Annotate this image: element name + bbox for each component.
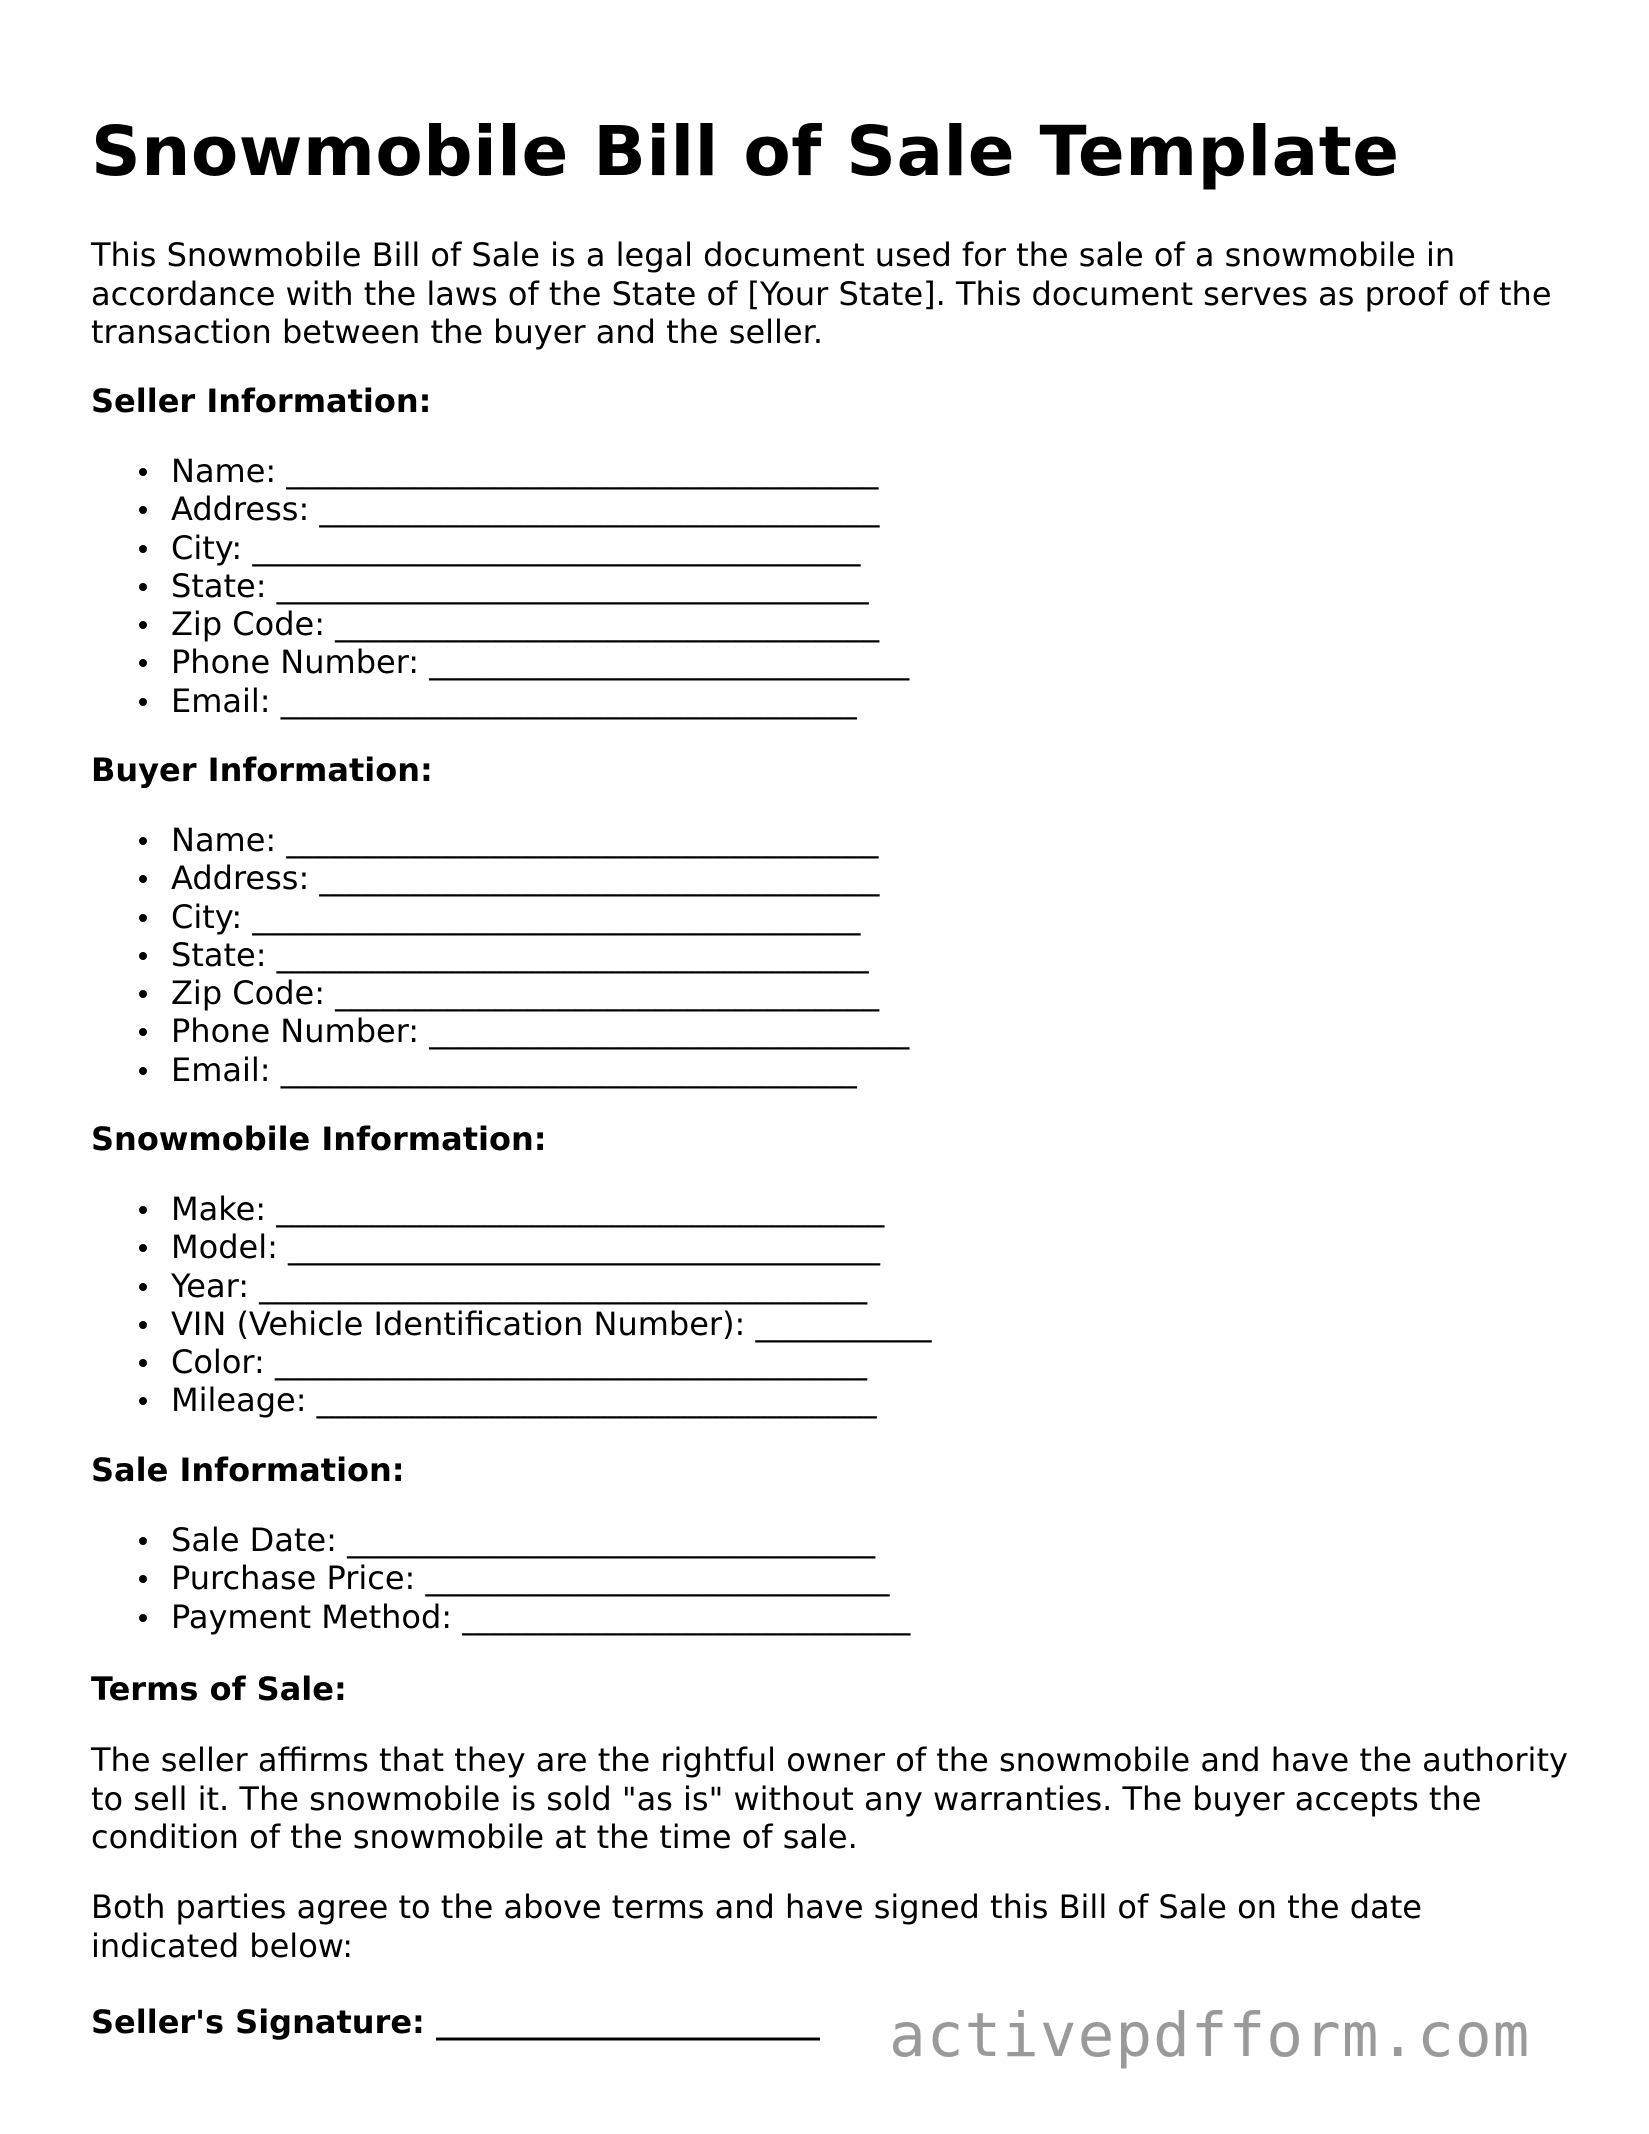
snowmobile-mileage-field[interactable]: Mileage: ___________________________________ bbox=[171, 1381, 1571, 1419]
sale-date-field[interactable]: Sale Date: _________________________________ bbox=[171, 1521, 1571, 1559]
seller-name-field[interactable]: Name: _____________________________________ bbox=[171, 452, 1571, 490]
watermark: activepdfform.com bbox=[889, 2000, 1531, 2071]
snowmobile-section bbox=[91, 1120, 1571, 1420]
seller-phone-field[interactable]: Phone Number: ______________________________ bbox=[171, 643, 1571, 681]
seller-field-list bbox=[91, 452, 1571, 720]
document-title: Snowmobile Bill of Sale Template bbox=[91, 112, 1400, 192]
seller-zip-field[interactable]: Zip Code: __________________________________ bbox=[171, 605, 1571, 643]
buyer-state-field[interactable]: State: _____________________________________ bbox=[171, 936, 1571, 974]
snowmobile-vin-field[interactable]: VIN (Vehicle Identification Number): ___________ bbox=[171, 1305, 1571, 1343]
sale-section bbox=[91, 1451, 1571, 1636]
purchase-price-field[interactable]: Purchase Price: _____________________________ bbox=[171, 1559, 1571, 1597]
seller-heading: Seller Information: bbox=[91, 382, 432, 420]
snowmobile-model-field[interactable]: Model: _____________________________________ bbox=[171, 1228, 1571, 1266]
buyer-zip-field[interactable]: Zip Code: __________________________________ bbox=[171, 974, 1571, 1012]
sale-heading: Sale Information: bbox=[91, 1451, 405, 1489]
snowmobile-field-list bbox=[91, 1190, 1571, 1420]
buyer-phone-field[interactable]: Phone Number: ______________________________ bbox=[171, 1012, 1571, 1050]
seller-address-field[interactable]: Address: ___________________________________ bbox=[171, 490, 1571, 528]
terms-paragraph: The seller affirms that they are the rightful owner of the snowmobile and have the authority to sell it. The snowmobile is sold "as is" without any warranties. The buyer accepts the condition of the snowmobile at the time of sale. bbox=[91, 1741, 1568, 1856]
buyer-address-field[interactable]: Address: ___________________________________ bbox=[171, 859, 1571, 897]
buyer-city-field[interactable]: City: ______________________________________ bbox=[171, 898, 1571, 936]
seller-email-field[interactable]: Email: ____________________________________ bbox=[171, 682, 1571, 720]
sale-field-list bbox=[91, 1521, 1571, 1636]
terms-section bbox=[91, 1670, 1571, 1708]
terms-heading: Terms of Sale: bbox=[91, 1670, 347, 1708]
buyer-email-field[interactable]: Email: ____________________________________ bbox=[171, 1051, 1571, 1089]
intro-paragraph: This Snowmobile Bill of Sale is a legal document used for the sale of a snowmobile in accordance with the laws of the State of [Your State]. This document serves as proof of the transaction between the buyer and the seller. bbox=[91, 236, 1552, 351]
buyer-heading: Buyer Information: bbox=[91, 751, 433, 789]
buyer-field-list bbox=[91, 821, 1571, 1089]
snowmobile-make-field[interactable]: Make: ______________________________________ bbox=[171, 1190, 1571, 1228]
snowmobile-year-field[interactable]: Year: ______________________________________ bbox=[171, 1267, 1571, 1305]
snowmobile-color-field[interactable]: Color: _____________________________________ bbox=[171, 1343, 1571, 1381]
buyer-name-field[interactable]: Name: _____________________________________ bbox=[171, 821, 1571, 859]
agreement-paragraph: Both parties agree to the above terms and have signed this Bill of Sale on the date indicated below: bbox=[91, 1888, 1422, 1965]
seller-city-field[interactable]: City: ______________________________________ bbox=[171, 529, 1571, 567]
seller-section bbox=[91, 382, 1571, 720]
snowmobile-heading: Snowmobile Information: bbox=[91, 1120, 547, 1158]
seller-state-field[interactable]: State: _____________________________________ bbox=[171, 567, 1571, 605]
buyer-section bbox=[91, 751, 1571, 1089]
seller-signature-field[interactable]: Seller's Signature: ________________________ bbox=[91, 2003, 820, 2041]
payment-method-field[interactable]: Payment Method: ____________________________ bbox=[171, 1598, 1571, 1636]
